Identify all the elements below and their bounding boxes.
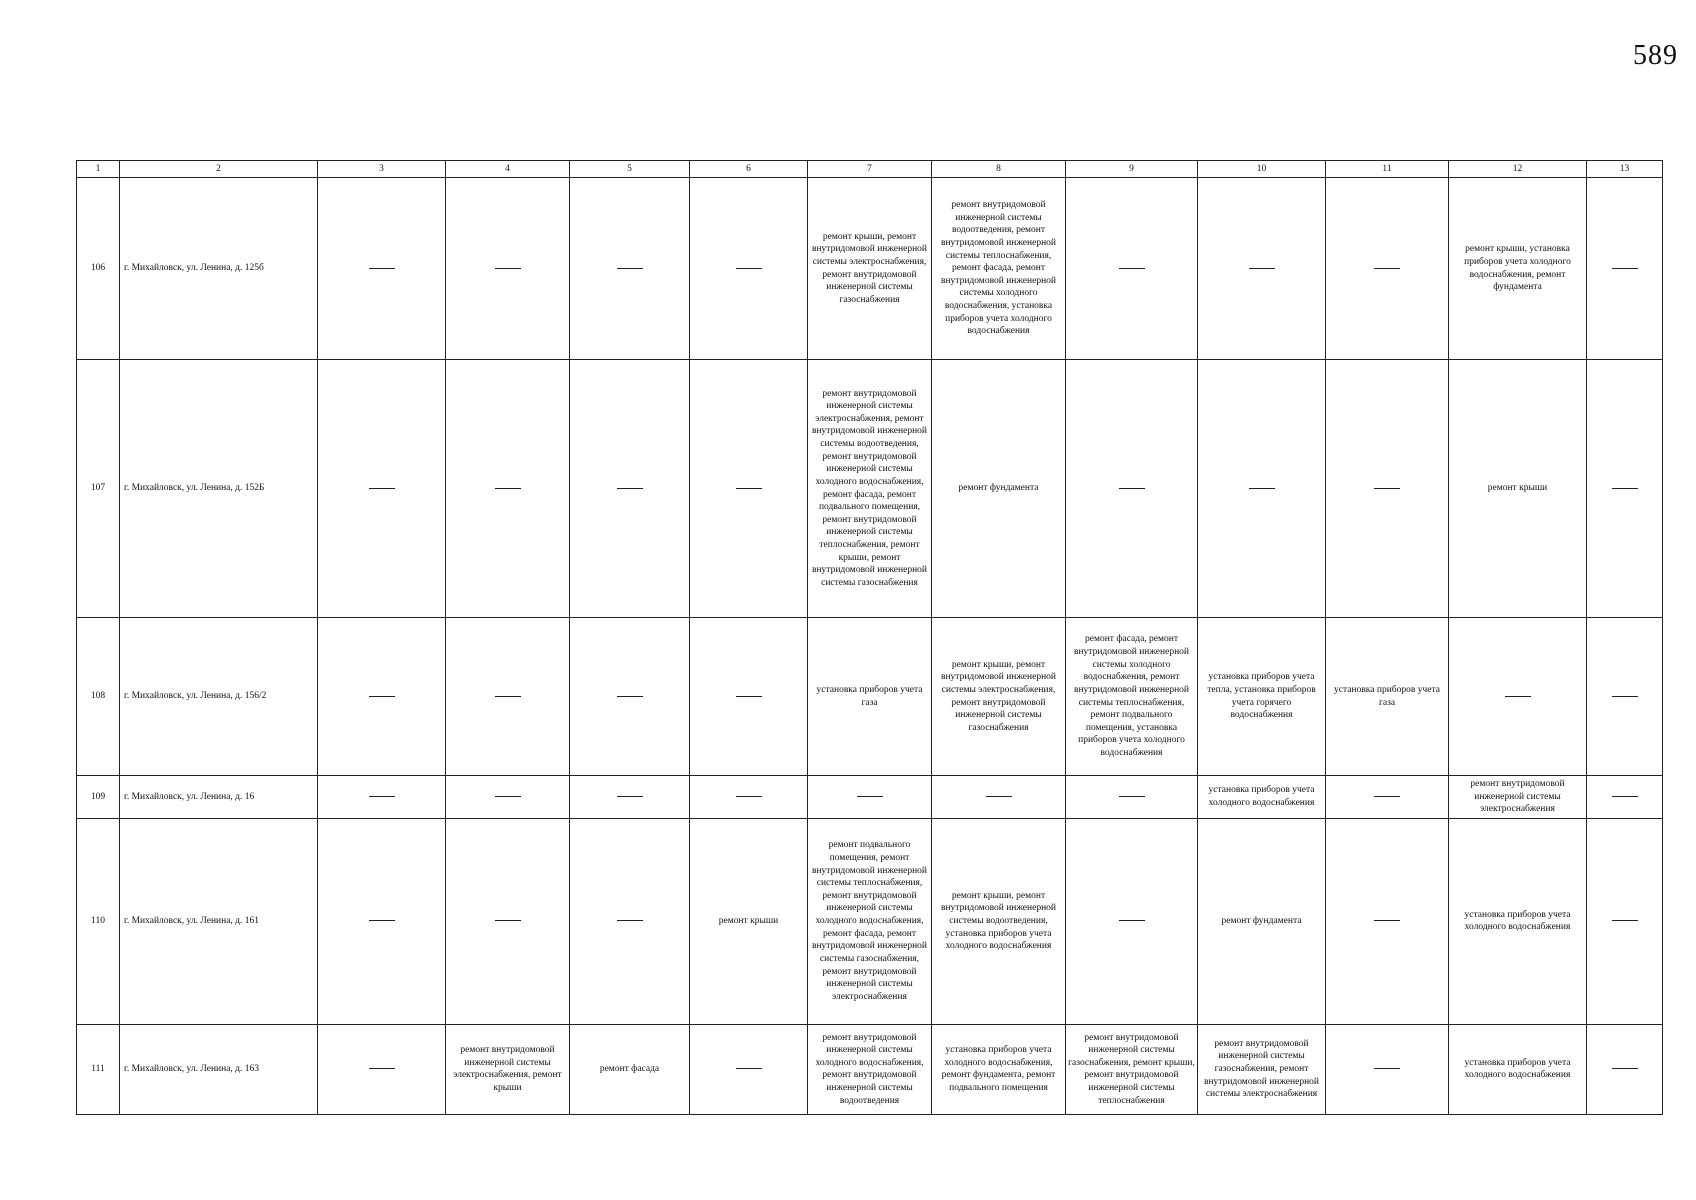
table-row — [77, 618, 1663, 776]
work-cell-col-13 — [1587, 1024, 1663, 1114]
address-cell: г. Михайловск, ул. Ленина, д. 125б — [120, 178, 318, 360]
work-cell-col-10: ремонт фундамента — [1198, 818, 1326, 1024]
work-cell-col-11: установка приборов учета газа — [1326, 618, 1449, 776]
work-cell-col-13 — [1587, 818, 1663, 1024]
work-cell-col-7 — [808, 776, 932, 819]
column-number-8: 8 — [932, 161, 1066, 178]
work-cell-col-4: ремонт внутридомовой инженерной системы электроснабжения, ремонт крыши — [446, 1024, 570, 1114]
work-cell-col-3 — [318, 360, 446, 618]
work-cell-col-13 — [1587, 178, 1663, 360]
page-number: 589 — [1633, 40, 1678, 71]
row-number-cell: 107 — [77, 360, 120, 618]
empty-dash — [617, 268, 643, 269]
empty-dash — [617, 920, 643, 921]
empty-dash — [986, 796, 1012, 797]
empty-dash — [369, 796, 395, 797]
work-cell-col-6: ремонт крыши — [690, 818, 808, 1024]
empty-dash — [617, 488, 643, 489]
empty-dash — [1612, 696, 1638, 697]
work-cell-col-10: установка приборов учета тепла, установка приборов учета горячего водоснабжения — [1198, 618, 1326, 776]
work-cell-col-6 — [690, 360, 808, 618]
column-number-3: 3 — [318, 161, 446, 178]
row-number-cell: 109 — [77, 776, 120, 819]
table-row — [77, 178, 1663, 360]
work-cell-col-9 — [1066, 178, 1198, 360]
column-number-4: 4 — [446, 161, 570, 178]
empty-dash — [495, 696, 521, 697]
work-cell-col-11 — [1326, 776, 1449, 819]
empty-dash — [1374, 1068, 1400, 1069]
work-cell-col-7: ремонт подвального помещения, ремонт внутридомовой инженерной системы теплоснабжения, ремонт внутридомовой инженерной системы холодного водоснабжения, ремонт фасада, ремонт внутридомовой инженерной системы газоснабжения, ремонт внутридомовой инженерной системы электроснабжения — [808, 818, 932, 1024]
work-cell-col-4 — [446, 818, 570, 1024]
empty-dash — [369, 488, 395, 489]
empty-dash — [736, 1068, 762, 1069]
work-cell-col-10 — [1198, 360, 1326, 618]
work-cell-col-7: ремонт внутридомовой инженерной системы электроснабжения, ремонт внутридомовой инженерной системы водоотведения, ремонт внутридомовой инженерной системы холодного водоснабжения, ремонт фасада, ремонт подвального помещения, ремонт внутридомовой инженерной системы теплоснабжения, ремонт крыши, ремонт внутридомовой инженерной системы газоснабжения — [808, 360, 932, 618]
empty-dash — [736, 696, 762, 697]
work-cell-col-5 — [570, 178, 690, 360]
empty-dash — [617, 696, 643, 697]
work-cell-col-13 — [1587, 360, 1663, 618]
row-number-cell: 108 — [77, 618, 120, 776]
work-cell-col-10: ремонт внутридомовой инженерной системы газоснабжения, ремонт внутридомовой инженерной системы электроснабжения — [1198, 1024, 1326, 1114]
empty-dash — [1119, 488, 1145, 489]
empty-dash — [369, 920, 395, 921]
work-cell-col-9: ремонт внутридомовой инженерной системы газоснабжения, ремонт крыши, ремонт внутридомовой инженерной системы теплоснабжения — [1066, 1024, 1198, 1114]
work-cell-col-12: установка приборов учета холодного водоснабжения — [1449, 1024, 1587, 1114]
work-cell-col-3 — [318, 178, 446, 360]
work-cell-col-8: ремонт фундамента — [932, 360, 1066, 618]
work-cell-col-5 — [570, 776, 690, 819]
column-number-13: 13 — [1587, 161, 1663, 178]
work-cell-col-3 — [318, 1024, 446, 1114]
address-cell: г. Михайловск, ул. Ленина, д. 152Б — [120, 360, 318, 618]
empty-dash — [1374, 920, 1400, 921]
work-cell-col-4 — [446, 360, 570, 618]
address-cell: г. Михайловск, ул. Ленина, д. 163 — [120, 1024, 318, 1114]
empty-dash — [1612, 920, 1638, 921]
work-cell-col-8: ремонт крыши, ремонт внутридомовой инженерной системы электроснабжения, ремонт внутридомовой инженерной системы газоснабжения — [932, 618, 1066, 776]
empty-dash — [1119, 920, 1145, 921]
work-cell-col-9 — [1066, 818, 1198, 1024]
empty-dash — [495, 488, 521, 489]
row-number-cell: 110 — [77, 818, 120, 1024]
column-number-6: 6 — [690, 161, 808, 178]
empty-dash — [1612, 796, 1638, 797]
empty-dash — [1612, 488, 1638, 489]
column-number-1: 1 — [77, 161, 120, 178]
row-number-cell: 106 — [77, 178, 120, 360]
work-cell-col-10 — [1198, 178, 1326, 360]
empty-dash — [495, 796, 521, 797]
work-cell-col-5 — [570, 618, 690, 776]
empty-dash — [1249, 488, 1275, 489]
work-cell-col-6 — [690, 178, 808, 360]
empty-dash — [736, 488, 762, 489]
work-cell-col-3 — [318, 818, 446, 1024]
empty-dash — [736, 796, 762, 797]
table-row — [77, 776, 1663, 819]
work-cell-col-13 — [1587, 776, 1663, 819]
column-number-row — [77, 161, 1663, 178]
empty-dash — [1249, 268, 1275, 269]
work-cell-col-12: ремонт крыши — [1449, 360, 1587, 618]
empty-dash — [1119, 268, 1145, 269]
work-cell-col-12: ремонт крыши, установка приборов учета холодного водоснабжения, ремонт фундамента — [1449, 178, 1587, 360]
empty-dash — [495, 920, 521, 921]
work-cell-col-5 — [570, 818, 690, 1024]
repair-table — [76, 160, 1663, 1115]
repair-table-sheet — [76, 160, 1662, 1115]
work-cell-col-11 — [1326, 178, 1449, 360]
empty-dash — [1119, 796, 1145, 797]
empty-dash — [495, 268, 521, 269]
work-cell-col-5: ремонт фасада — [570, 1024, 690, 1114]
table-row — [77, 360, 1663, 618]
work-cell-col-4 — [446, 776, 570, 819]
work-cell-col-12 — [1449, 618, 1587, 776]
table-row — [77, 1024, 1663, 1114]
work-cell-col-8 — [932, 776, 1066, 819]
work-cell-col-3 — [318, 618, 446, 776]
work-cell-col-10: установка приборов учета холодного водоснабжения — [1198, 776, 1326, 819]
address-cell: г. Михайловск, ул. Ленина, д. 156/2 — [120, 618, 318, 776]
empty-dash — [736, 268, 762, 269]
address-cell: г. Михайловск, ул. Ленина, д. 16 — [120, 776, 318, 819]
empty-dash — [1374, 268, 1400, 269]
work-cell-col-9 — [1066, 360, 1198, 618]
empty-dash — [1612, 1068, 1638, 1069]
empty-dash — [857, 796, 883, 797]
work-cell-col-8: ремонт внутридомовой инженерной системы водоотведения, ремонт внутридомовой инженерной системы теплоснабжения, ремонт фасада, ремонт внутридомовой инженерной системы холодного водоснабжения, установка приборов учета холодного водоснабжения — [932, 178, 1066, 360]
work-cell-col-6 — [690, 776, 808, 819]
empty-dash — [1374, 796, 1400, 797]
empty-dash — [369, 268, 395, 269]
work-cell-col-7: ремонт внутридомовой инженерной системы холодного водоснабжения, ремонт внутридомовой инженерной системы водоотведения — [808, 1024, 932, 1114]
column-number-2: 2 — [120, 161, 318, 178]
work-cell-col-13 — [1587, 618, 1663, 776]
work-cell-col-9: ремонт фасада, ремонт внутридомовой инженерной системы холодного водоснабжения, ремонт внутридомовой инженерной системы теплоснабжения, ремонт подвального помещения, установка приборов учета холодного водоснабжения — [1066, 618, 1198, 776]
table-row — [77, 818, 1663, 1024]
empty-dash — [1374, 488, 1400, 489]
work-cell-col-12: ремонт внутридомовой инженерной системы электроснабжения — [1449, 776, 1587, 819]
empty-dash — [369, 696, 395, 697]
column-number-11: 11 — [1326, 161, 1449, 178]
work-cell-col-6 — [690, 618, 808, 776]
column-number-9: 9 — [1066, 161, 1198, 178]
work-cell-col-4 — [446, 178, 570, 360]
work-cell-col-8: установка приборов учета холодного водоснабжения, ремонт фундамента, ремонт подвального помещения — [932, 1024, 1066, 1114]
work-cell-col-4 — [446, 618, 570, 776]
work-cell-col-9 — [1066, 776, 1198, 819]
work-cell-col-5 — [570, 360, 690, 618]
work-cell-col-11 — [1326, 818, 1449, 1024]
work-cell-col-12: установка приборов учета холодного водоснабжения — [1449, 818, 1587, 1024]
empty-dash — [369, 1068, 395, 1069]
column-number-10: 10 — [1198, 161, 1326, 178]
work-cell-col-11 — [1326, 1024, 1449, 1114]
column-number-5: 5 — [570, 161, 690, 178]
work-cell-col-8: ремонт крыши, ремонт внутридомовой инженерной системы водоотведения, установка приборов учета холодного водоснабжения — [932, 818, 1066, 1024]
address-cell: г. Михайловск, ул. Ленина, д. 161 — [120, 818, 318, 1024]
empty-dash — [1505, 696, 1531, 697]
row-number-cell: 111 — [77, 1024, 120, 1114]
empty-dash — [1612, 268, 1638, 269]
work-cell-col-3 — [318, 776, 446, 819]
empty-dash — [617, 796, 643, 797]
column-number-12: 12 — [1449, 161, 1587, 178]
column-number-7: 7 — [808, 161, 932, 178]
work-cell-col-7: установка приборов учета газа — [808, 618, 932, 776]
work-cell-col-6 — [690, 1024, 808, 1114]
work-cell-col-7: ремонт крыши, ремонт внутридомовой инженерной системы электроснабжения, ремонт внутридомовой инженерной системы газоснабжения — [808, 178, 932, 360]
work-cell-col-11 — [1326, 360, 1449, 618]
